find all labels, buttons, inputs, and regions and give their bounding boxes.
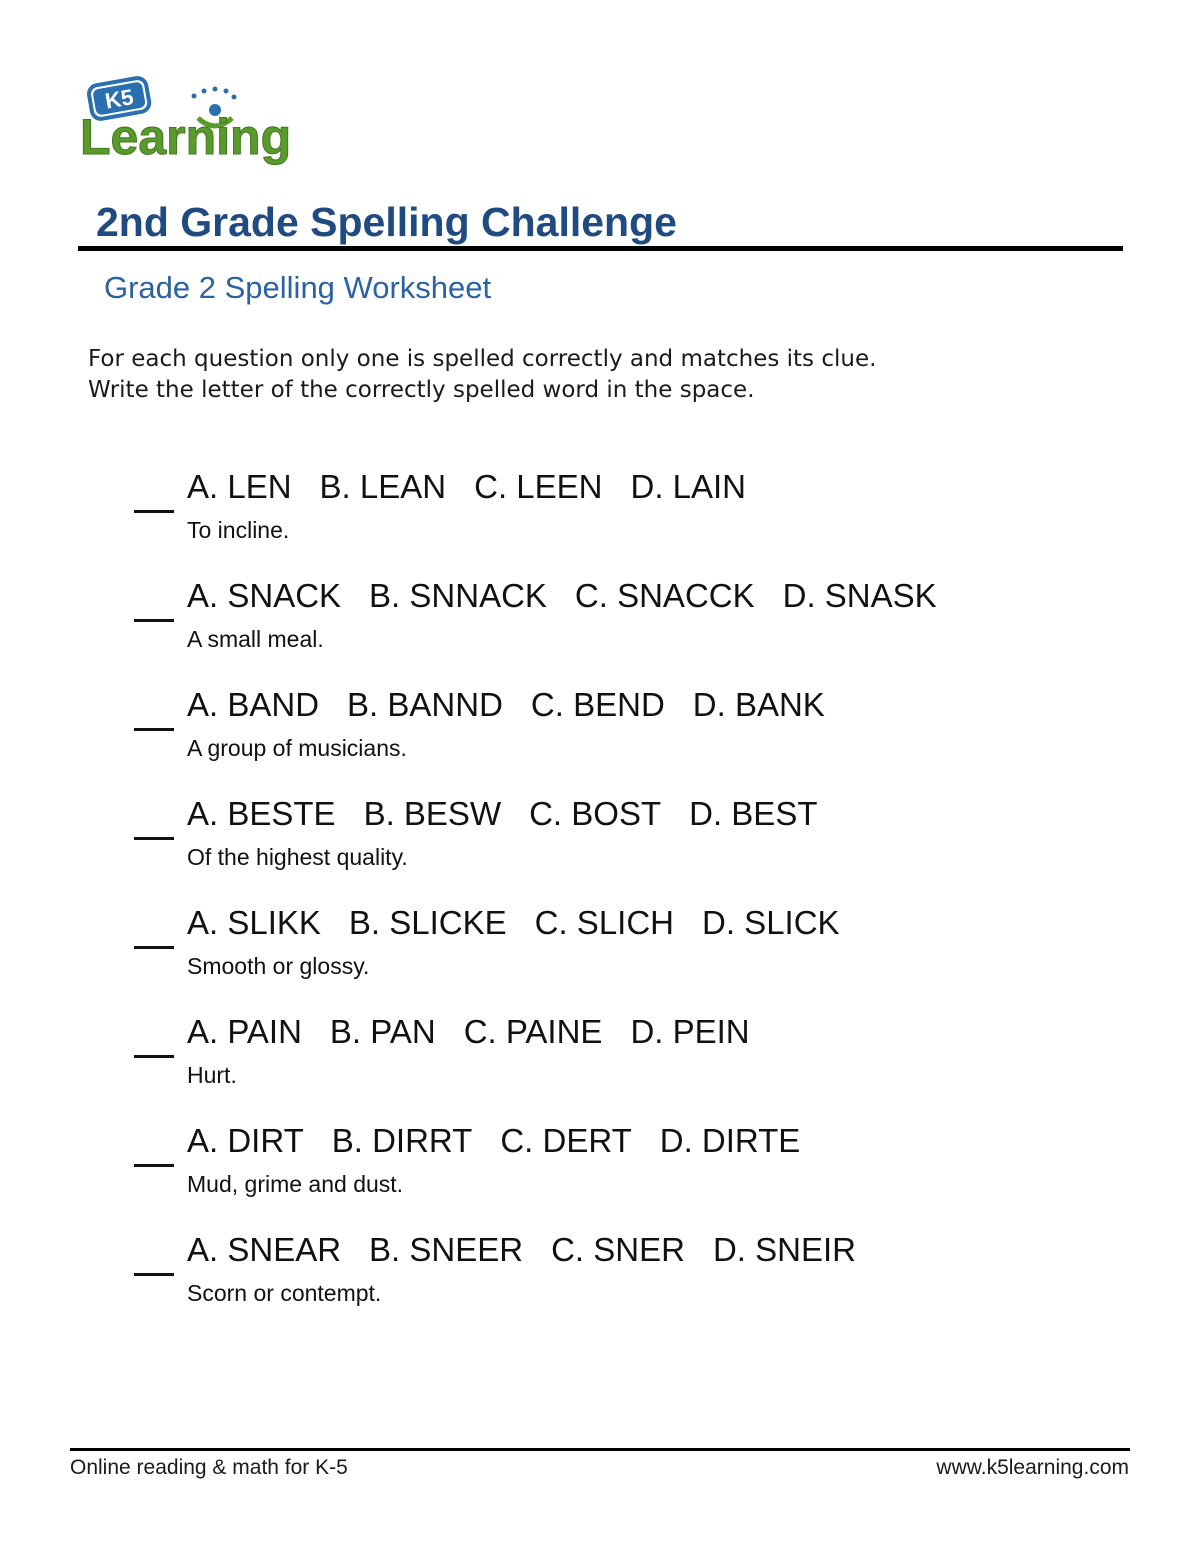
svg-text:K5: K5 bbox=[103, 84, 136, 114]
option-a: A. DIRT bbox=[187, 1122, 304, 1159]
worksheet-title: 2nd Grade Spelling Challenge bbox=[96, 199, 677, 245]
option-d: D. BANK bbox=[692, 686, 825, 723]
answer-options bbox=[187, 464, 774, 510]
option-d: D. LAIN bbox=[630, 468, 747, 505]
footer-divider bbox=[70, 1448, 1130, 1451]
answer-options bbox=[187, 682, 853, 728]
question-clue: Scorn or contempt. bbox=[187, 1280, 382, 1306]
svg-text:Learning: Learning bbox=[80, 109, 292, 165]
option-a: A. LEN bbox=[187, 468, 292, 505]
answer-blank[interactable] bbox=[134, 837, 174, 840]
answer-blank[interactable] bbox=[134, 1055, 174, 1058]
option-c: C. DERT bbox=[500, 1122, 632, 1159]
worksheet-subtitle: Grade 2 Spelling Worksheet bbox=[104, 270, 492, 305]
option-d: D. SNEIR bbox=[712, 1231, 856, 1268]
option-d: D. PEIN bbox=[630, 1013, 750, 1050]
option-a: A. SNEAR bbox=[187, 1231, 342, 1268]
instructions bbox=[88, 344, 876, 406]
answer-options bbox=[187, 791, 845, 837]
option-b: B. DIRRT bbox=[331, 1122, 473, 1159]
option-a: A. SLIKK bbox=[187, 904, 321, 941]
option-b: B. SLICKE bbox=[348, 904, 507, 941]
k5-learning-logo bbox=[76, 74, 296, 170]
question-clue: Mud, grime and dust. bbox=[187, 1171, 404, 1197]
option-b: B. PAN bbox=[329, 1013, 436, 1050]
answer-blank[interactable] bbox=[134, 1273, 174, 1276]
title-divider bbox=[78, 246, 1123, 251]
option-d: D. SNASK bbox=[782, 577, 937, 614]
option-c: C. LEEN bbox=[474, 468, 603, 505]
option-a: A. PAIN bbox=[187, 1013, 302, 1050]
question-clue: A group of musicians. bbox=[187, 735, 407, 761]
option-c: C. PAINE bbox=[463, 1013, 603, 1050]
question-clue: Smooth or glossy. bbox=[187, 953, 370, 979]
answer-options bbox=[187, 1227, 884, 1273]
answer-blank[interactable] bbox=[134, 1164, 174, 1167]
option-b: B. SNEER bbox=[369, 1231, 524, 1268]
option-c: C. SNACCK bbox=[574, 577, 755, 614]
option-b: B. BANND bbox=[347, 686, 503, 723]
option-b: B. SNNACK bbox=[369, 577, 547, 614]
option-c: C. SLICH bbox=[534, 904, 675, 941]
answer-blank[interactable] bbox=[134, 510, 174, 513]
answer-options bbox=[187, 900, 868, 946]
footer-tagline: Online reading & math for K-5 bbox=[70, 1456, 348, 1479]
instruction-line: For each question only one is spelled correctly and matches its clue. bbox=[88, 346, 877, 372]
instruction-line: Write the letter of the correctly spelled word in the space. bbox=[88, 377, 755, 403]
answer-options bbox=[187, 1009, 778, 1055]
option-a: A. BAND bbox=[187, 686, 320, 723]
option-d: D. DIRTE bbox=[659, 1122, 801, 1159]
option-c: C. SNER bbox=[551, 1231, 685, 1268]
answer-blank[interactable] bbox=[134, 946, 174, 949]
option-a: A. SNACK bbox=[187, 577, 342, 614]
option-b: B. LEAN bbox=[319, 468, 447, 505]
answer-options bbox=[187, 1118, 828, 1164]
option-c: C. BOST bbox=[529, 795, 662, 832]
question-clue: A small meal. bbox=[187, 626, 324, 652]
answer-options bbox=[187, 573, 965, 619]
option-d: D. BEST bbox=[689, 795, 818, 832]
option-b: B. BESW bbox=[363, 795, 502, 832]
question-clue: Hurt. bbox=[187, 1062, 237, 1088]
option-a: A. BESTE bbox=[187, 795, 336, 832]
footer-url: www.k5learning.com bbox=[936, 1456, 1129, 1479]
answer-blank[interactable] bbox=[134, 728, 174, 731]
question-clue: Of the highest quality. bbox=[187, 844, 408, 870]
question-clue: To incline. bbox=[187, 517, 290, 543]
option-c: C. BEND bbox=[530, 686, 665, 723]
answer-blank[interactable] bbox=[134, 619, 174, 622]
option-d: D. SLICK bbox=[702, 904, 840, 941]
